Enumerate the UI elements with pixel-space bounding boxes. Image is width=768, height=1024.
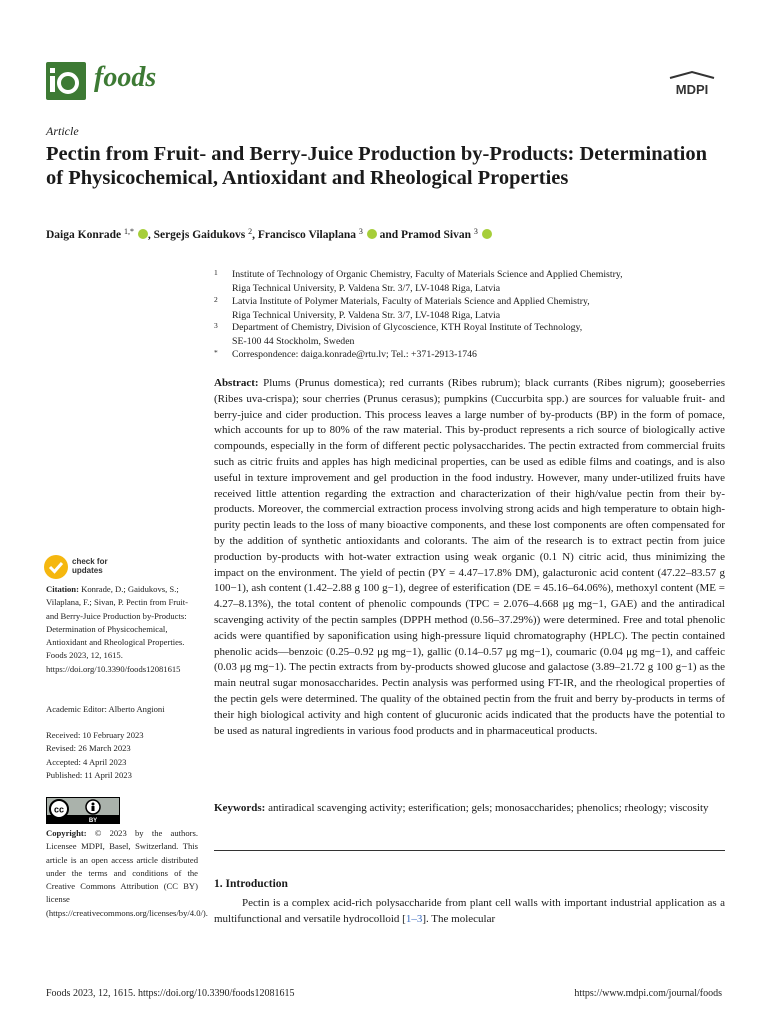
author-affiliation-sup: 2	[248, 227, 253, 236]
author-separator: ,	[147, 229, 154, 241]
reference-link[interactable]: 1–3	[405, 912, 423, 925]
keywords	[214, 801, 725, 817]
orcid-icon[interactable]	[367, 229, 377, 239]
published-date: Published: 11 April 2023	[46, 770, 132, 780]
check-for-updates-icon[interactable]	[44, 555, 68, 579]
svg-text:BY: BY	[88, 818, 98, 823]
academic-editor: Academic Editor: Alberto Angioni	[46, 704, 165, 714]
cc-license-icon[interactable]	[46, 797, 120, 824]
abstract-text: Plums (Prunus domestica); red currants (Ribes rubrum); black currants (Ribes nigrum); gooseberries (Ribes uva-crispa); sour cherries (Prunus cerasus); pumpkins (Cuccurbita spp.) are sources for valuable fruit- and berry-juice and cider production. This process leaves a large number of by-products (BP) in the form of pomace, which accounts for up to 80% of the raw material. This by-product represents a rich source of biologically active compounds, especially in the form of different pectic polysaccharides. The pectin extracted from commercial fruits such as citric fruits and apples has high medicinal properties, can be used as edible films and coatings, and is also useful in texture improvement and gel production in the food industry. However, many under-utilized fruits have received little attention regarding the extraction and characterization of their high/value pectin from their by-products. Moreover, the commercial extraction process involving strong acids and high temperature to obtain high-purity pectin leads to the loss of many bioactive components, and these lost components are often compensated for by the addition of synthetic antioxidants and colorants. The aim of the research is to extract pectin from juice production by-products with hot-water extraction using weak organic (0.1 N) citric acid, thus minimizing the impact on the environment. The yield of pectin (PY = 4.47–17.8% DM), galacturonic acid content (47.22–83.57 g 100−1), ash content (1.42–2.88 g 100 g−1), degree of esterification (DE = 45.16–64.06%), methoxyl content (ME = 4.27–8.13%), the total content of phenolic compounds (TPC = 2.076–4.668 μg mg−1, GAE) and the antiradical scavenging activity of the pectin samples (DPPH method (0.56–37.29%)) were determined. Free and total phenolic acids were quantified by saponification using high-pressure liquid chromatography (HPLC). The pectin contained phenolic acids—benzoic (0.25–0.92 μg mg−1), gallic (0.14–0.57 μg mg−1), coumaric (0.04 μg mg−1), and caffeic (0.03 μg mg−1). The pectin extracts from by-products showed glucose and galactose (3.89–21.72 g 100 g−1) as the main neutral sugar monosaccharides. Pectin analysis was performed using FT-IR, and the rheological properties of the pectin gels were determined. The quality of the obtained pectin from the fruit and berry by-products in terms of their high biological activity and high content of glucuronic acids indicated that the products have the potential to be used as natural ingredients in various food products and in pharmaceutical products.	[214, 377, 725, 737]
svg-text:cc: cc	[53, 804, 65, 815]
abstract	[214, 376, 725, 739]
author-name: Daiga Konrade	[46, 229, 122, 241]
orcid-icon[interactable]	[138, 229, 148, 239]
citation: Citation: Konrade, D.; Gaidukovs, S.; Vilaplana, F.; Sivan, P. Pectin from Fruit- and Berry-Juice Production by-Products: Determination of Physicochemical, Antioxidant and Rheological Properties. Foods 2023, 12, 1615. https://doi.org/10.3390/foods12081615	[46, 584, 189, 674]
author-separator: ,	[252, 229, 258, 241]
received-date: Received: 10 February 2023	[46, 730, 144, 740]
author-list	[46, 227, 726, 241]
article-type: Article	[46, 124, 79, 138]
revised-date: Revised: 26 March 2023	[46, 743, 131, 753]
author-name: Francisco Vilaplana	[257, 229, 356, 241]
accepted-date: Accepted: 4 April 2023	[46, 757, 127, 767]
check-for-updates-label[interactable]: check for updates	[72, 557, 108, 575]
section-divider	[214, 850, 725, 851]
footer-journal-url[interactable]: https://www.mdpi.com/journal/foods	[574, 988, 722, 999]
abstract-label: Abstract:	[214, 377, 259, 389]
author-separator: and	[376, 229, 402, 241]
keywords-text: antiradical scavenging activity; esterification; gels; monosaccharides; phenolics; rheology; viscosity	[268, 802, 709, 814]
svg-text:MDPI: MDPI	[675, 82, 709, 97]
journal-logo-icon	[46, 62, 86, 100]
keywords-label: Keywords:	[214, 802, 266, 814]
author-name: Pramod Sivan	[401, 229, 471, 241]
section-heading: 1. Introduction	[214, 878, 288, 890]
page-title: Pectin from Fruit- and Berry-Juice Production by-Products: Determination of Physicochemical, Antioxidant and Rheological Properties	[46, 143, 708, 189]
author-affiliation-sup: 3	[358, 227, 363, 236]
orcid-icon[interactable]	[482, 229, 492, 239]
copyright: Copyright: © 2023 by the authors. Licensee MDPI, Basel, Switzerland. This article is an open access article distributed under the terms and conditions of the Creative Commons Attribution (CC BY) license (https://creativecommons.org/licenses/by/4.0/).	[46, 828, 208, 918]
author-affiliation-sup: 3	[473, 227, 478, 236]
mdpi-logo-icon	[664, 70, 720, 100]
author-affiliation-sup: 1,*	[123, 227, 134, 236]
author-name: Sergejs Gaidukovs	[153, 229, 246, 241]
introduction-text: Pectin is a complex acid-rich polysaccharide from plant cell walls with important industrial application as a multifunctional and versatile hydrocolloid [1–3]. The molecular	[214, 897, 725, 925]
footer-citation: Foods 2023, 12, 1615. https://doi.org/10.3390/foods12081615	[46, 988, 295, 999]
journal-name: foods	[94, 62, 157, 93]
